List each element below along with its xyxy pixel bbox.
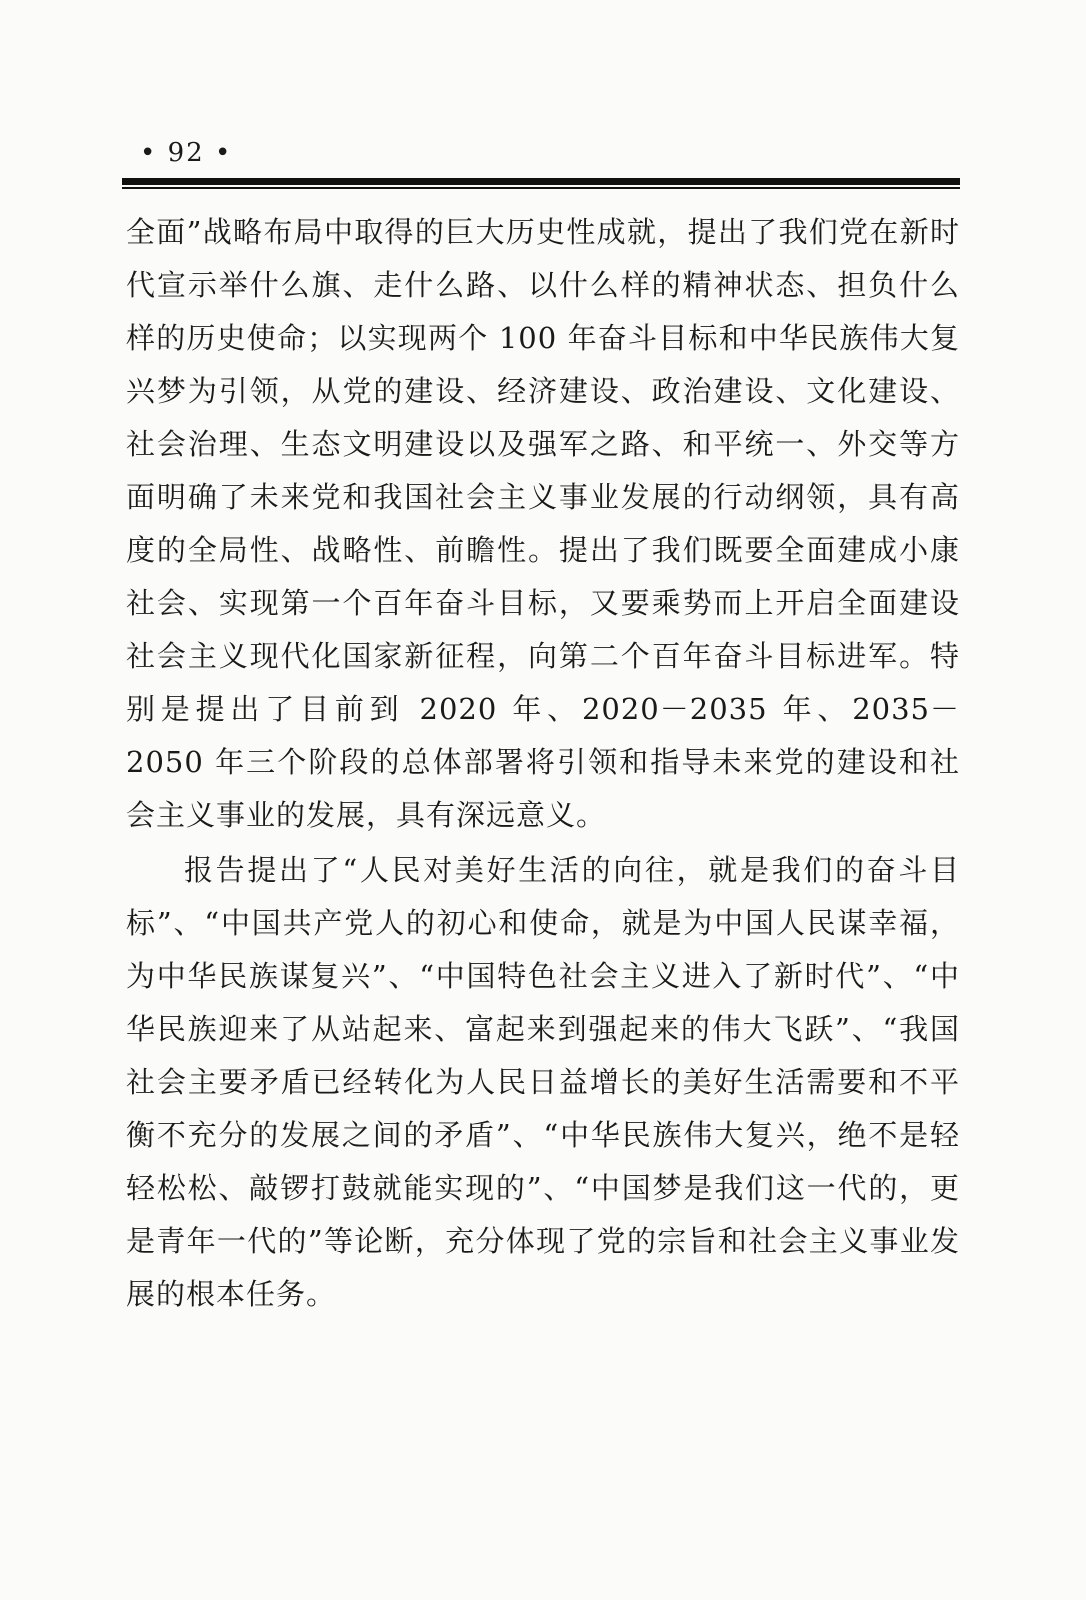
page-number: • 92 • [140, 138, 233, 168]
paragraph-2: 报告提出了“人民对美好生活的向往，就是我们的奋斗目标”、“中国共产党人的初心和使命，就是为中国人民谋幸福，为中华民族谋复兴”、“中国特色社会主义进入了新时代”、“中华民族迎来了从站起来、富起来到强起来的伟大飞跃”、“我国社会主要矛盾已经转化为人民日益增长的美好生活需要和不平衡不充分的发展之间的矛盾”、“中华民族伟大复兴，绝不是轻轻松松、敲锣打鼓就能实现的”、“中国梦是我们这一代的，更是青年一代的”等论断，充分体现了党的宗旨和社会主义事业发展的根本任务。 [126, 853, 960, 1311]
header-rule [122, 178, 960, 185]
body-text [126, 206, 960, 1321]
paragraph-1: 全面”战略布局中取得的巨大历史性成就，提出了我们党在新时代宣示举什么旗、走什么路、以什么样的精神状态、担负什么样的历史使命；以实现两个 100 年奋斗目标和中华民族伟大复兴梦为引领，从党的建设、经济建设、政治建设、文化建设、社会治理、生态文明建设以及强军之路、和平统一、外交等方面明确了未来党和我国社会主义事业发展的行动纲领，具有高度的全局性、战略性、前瞻性。提出了我们既要全面建成小康社会、实现第一个百年奋斗目标，又要乘势而上开启全面建设社会主义现代化国家新征程，向第二个百年奋斗目标进军。特别是提出了目前到 2020 年、2020－2035 年、2035－2050 年三个阶段的总体部署将引领和指导未来党的建设和社会主义事业的发展，具有深远意义。 [126, 215, 960, 832]
